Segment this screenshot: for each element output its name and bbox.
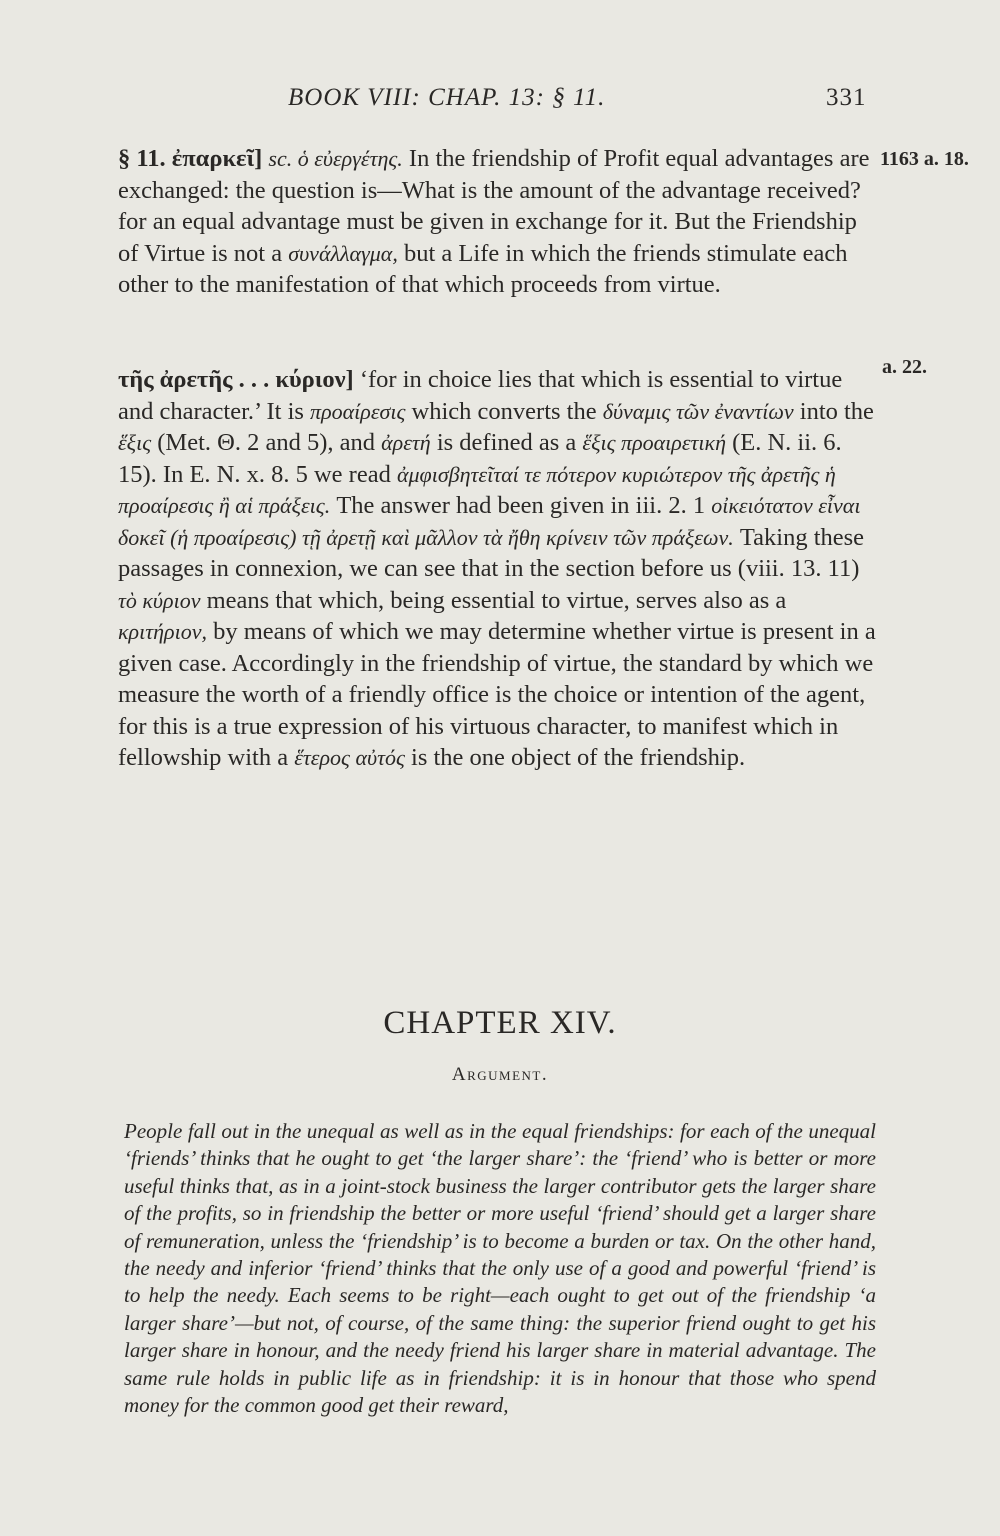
greek-segment: κριτήριον, xyxy=(118,619,207,644)
text-segment: (Met. Θ. 2 and 5), and xyxy=(157,429,375,456)
commentary-paragraph xyxy=(118,364,880,774)
lemma-aretes: τῆς ἀρετῆς . . . κύριον] xyxy=(118,366,354,393)
argument-text: People fall out in the unequal as well as in the equal friendships: for each of the unequal ‘friends’ thinks that he ought to get ‘the larger share’: the ‘friend’ who is better or more useful thinks that, as in a joint-stock business the larger contributor gets the larger share of the profits, so in friendship the better or more useful ‘friend’ should get a larger share of remuneration, unless the ‘friendship’ is to become a burden or tax. On the other hand, the needy and inferior ‘friend’ thinks that the only use of a good and powerful ‘friend’ is to help the needy. Each seems to be right—each ought to get out of the friendship ‘a larger share’—but not, of course, of the same thing: the superior friend ought to get his larger share in honour, and the needy friend his larger share in material advantage. The same rule holds in public life as in friendship: it is in honour that those who spend money for the common good get their reward, xyxy=(124,1119,876,1418)
argument-heading: Argument. xyxy=(451,1064,549,1085)
text-segment: into the xyxy=(799,397,874,425)
greek-segment: ἀρετή xyxy=(381,430,431,455)
margin-ref-a22: a. 22. xyxy=(882,356,927,378)
text-segment: means that which, being essential to virtue, serves also as a xyxy=(206,586,787,614)
text-a: In the friendship of Profit equal advantages are exchanged: the question is—What is the amount of the advantage received? for an equal advantage must be given in exchange for it. But the Friendship of Virtue is not a xyxy=(118,145,870,267)
greek-segment: ἕξις προαιρετική xyxy=(582,430,726,455)
section-11-text xyxy=(118,143,880,301)
greek-segment: δύναμις τῶν ἐναντίων xyxy=(602,398,794,424)
text-segment: Taking these passages in connexion, we can see that in the section before us (viii. 13. 11) xyxy=(118,523,865,582)
greek-segment: οἰκειότατον εἶναι δοκεῖ (ἡ προαίρεσις) τῇ ἀρετῇ καὶ μᾶλλον τὰ ἤθη κρίνειν τῶν πράξεων. xyxy=(118,493,861,550)
text-segment: The answer had been given in iii. 2. 1 xyxy=(336,492,706,519)
greek-segment: ἕξις xyxy=(118,430,152,455)
greek-segment: ἀμφισβητεῖταί τε πότερον κυριώτερον τῆς ἀρετῆς ἡ προαίρεσις ἢ αἱ πράξεις. xyxy=(118,461,836,518)
greek-segment: ἕτερος αὐτός xyxy=(294,745,405,770)
chapter-title: CHAPTER XIV. xyxy=(383,1005,617,1041)
margin-ref-1163a18: 1163 a. 18. xyxy=(880,148,969,170)
text-segment: which converts the xyxy=(411,397,597,425)
text-segment: by means of which we may determine whether virtue is present in a given case. Accordingly in the friendship of virtue, the standard by which we measure the worth of a friendly office is the choice or intention of the agent, for this is a true expression of his virtuous character, to manifest which in fellowship with a xyxy=(118,618,876,771)
greek-segment: τὸ κύριον xyxy=(118,587,201,613)
section-11-paragraph xyxy=(118,143,880,301)
commentary-text xyxy=(118,364,880,774)
sc-greek: sc. ὁ εὐεργέτης. xyxy=(268,146,403,171)
text-b: but a Life in which the friends stimulate each other to the manifestation of that which proceeds from virtue. xyxy=(118,239,848,298)
page-number: 331 xyxy=(826,84,867,111)
lemma-greek: ἐπαρκεῖ] xyxy=(171,145,263,172)
running-header xyxy=(288,84,888,112)
greek-a: συνάλλαγμα, xyxy=(288,240,398,266)
text-segment: (E. N. ii. 6. 15). In E. N. x. 8. 5 we read xyxy=(118,429,842,488)
greek-segment: προαίρεσις xyxy=(310,398,406,424)
text-segment: ‘for in choice lies that which is essential to virtue and character.’ It is xyxy=(118,366,843,425)
text-segment: is defined as a xyxy=(436,429,577,456)
section-label: § 11. xyxy=(118,145,166,172)
running-title: BOOK VIII: CHAP. 13: § 11. xyxy=(288,84,606,111)
text-segment: is the one object of the friendship. xyxy=(411,744,746,771)
